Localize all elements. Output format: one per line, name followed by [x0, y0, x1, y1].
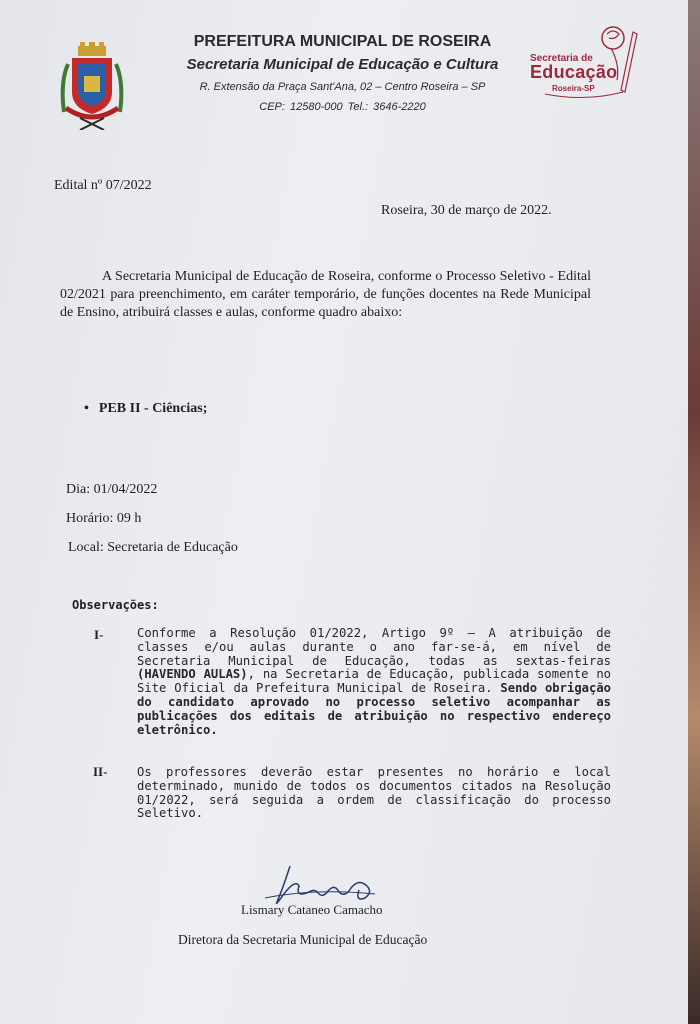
logo-line-1: Secretaria de — [530, 53, 593, 64]
logo-line-2: Educação — [530, 62, 618, 82]
observation-text: Os professores deverão estar presentes no horário e local determinado, munido de todos os documentos citados na Resolução 01/2022, será seguida a ordem de classificação do processo Seletivo. — [137, 765, 611, 821]
bullet-icon: • — [84, 401, 89, 416]
header-address: R. Extensão da Praça Sant'Ana, 02 – Centro Roseira – SP — [199, 81, 486, 93]
header-subtitle: Secretaria Municipal de Educação e Cultura — [186, 56, 499, 73]
intro-paragraph: A Secretaria Municipal de Educação de Roseira, conforme o Processo Seletivo - Edital 02/2021 para preenchimento, em caráter temporário, de funções docentes na Rede Municipal de Ensino, atribuirá classes e aulas, conforme quadro abaixo: — [60, 269, 591, 320]
detail-horario: Horário: 09 h — [66, 511, 142, 526]
observation-number: I- — [94, 627, 104, 642]
edital-number: Edital nº 07/2022 — [54, 178, 152, 193]
detail-local: Local: Secretaria de Educação — [68, 540, 238, 555]
municipal-crest-icon — [58, 42, 126, 130]
observation-text — [137, 627, 611, 737]
observation-text-bold: (HAVENDO AULAS) — [137, 667, 248, 682]
observation-text-bold: Sendo obrigação do candidato aprovado no processo seletivo acompanhar as publicações dos editais de atribuição no respectivo endereço eletrônico. — [137, 681, 612, 737]
observation-text-part: Conforme a Resolução 01/2022, Artigo 9º – A atribuição de classes e/ou aulas durante o ano far-se-á, em nível de Secretaria Municipal de Educação, todas as sextas-feiras — [137, 626, 611, 668]
observations-heading: Observações: — [72, 598, 159, 612]
detail-dia: Dia: 01/04/2022 — [66, 482, 158, 497]
header-title: PREFEITURA MUNICIPAL DE ROSEIRA — [193, 33, 492, 50]
signatory-role: Diretora da Secretaria Municipal de Educação — [178, 932, 428, 947]
position-list-item — [84, 400, 207, 418]
logo-line-3: Roseira-SP — [552, 84, 595, 93]
header-contact: CEP: 12580-000 Tel.: 3646-2220 — [259, 101, 426, 113]
observation-number: II- — [93, 764, 108, 779]
observation-text-part: , na Secretaria de Educação, publicada somente no Site Oficial da Prefeitura Municipal de Roseira. — [137, 667, 612, 696]
signatory-name: Lismary Cataneo Camacho — [241, 902, 383, 917]
position-label: PEB II - Ciências; — [98, 401, 208, 416]
date-line: Roseira, 30 de março de 2022. — [381, 203, 552, 218]
